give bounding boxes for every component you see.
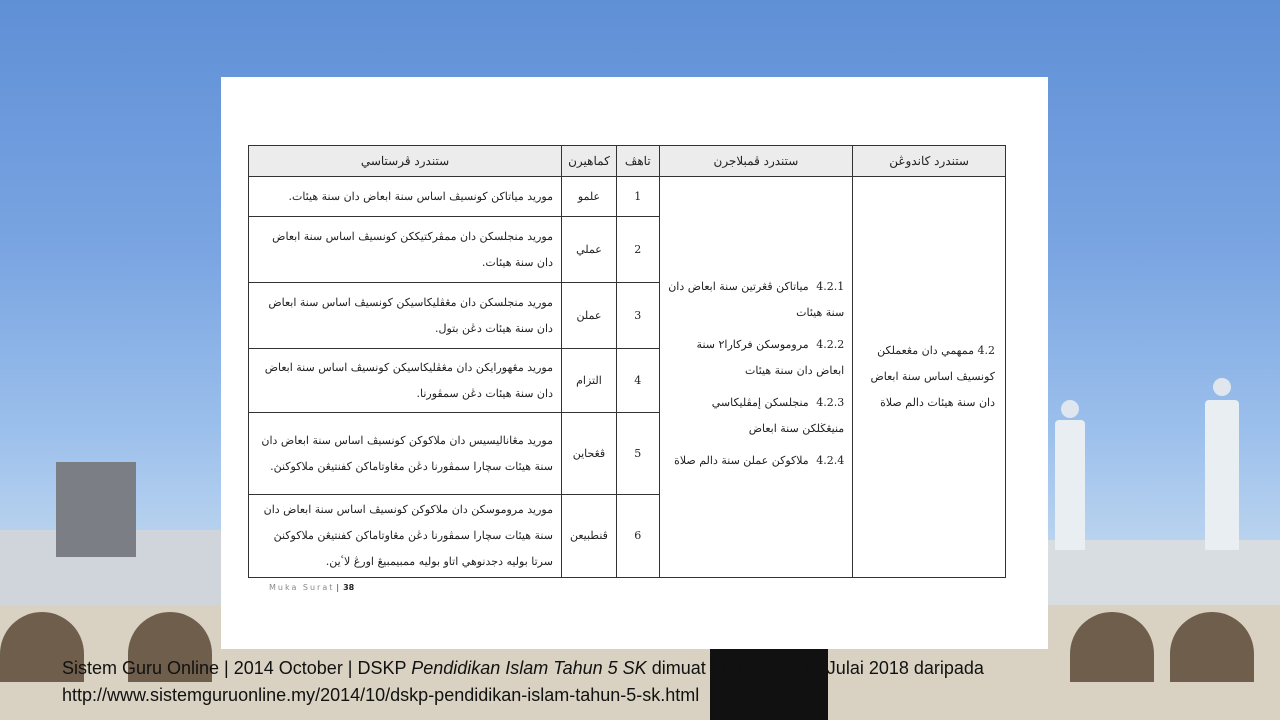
content-standard-cell: 4.2 ممهمي دان مڠعملكن كونسيڤ اساس سنة ابعاض دان سنة هيئات دالم صلاة — [853, 177, 1006, 578]
document-image — [221, 77, 1048, 649]
level-cell: 3 — [616, 283, 659, 349]
performance-desc-cell: موريد مڠاناليسيس دان ملاكوكن كونسيڤ اساس سنة ابعاض دان سنة هيئات سچارا سمڤورنا دڠن مڠاوتاماكن كفنتيڠن ملاكوكنڽ. — [249, 413, 562, 495]
mastery-cell: ڤڠحاين — [561, 413, 616, 495]
page-number-footer: Muka Surat | 38 — [269, 583, 355, 592]
mastery-cell: ڤنطبيعن — [561, 495, 616, 578]
learning-standard-item: 4.2.3 منجلسكن إمڤليكاسي منيڠڬلكن سنة ابعاض — [711, 396, 845, 435]
table-header-row — [249, 146, 1006, 177]
clock-tower-building — [56, 462, 136, 557]
caption-title: Pendidikan Islam Tahun 5 SK — [411, 658, 647, 678]
mastery-cell: عملي — [561, 217, 616, 283]
header-learning-standard: ستندرد ڤمبلاجرن — [659, 146, 853, 177]
caption-line-1 — [62, 655, 1222, 682]
header-level: تاهڤ — [616, 146, 659, 177]
level-cell: 1 — [616, 177, 659, 217]
level-cell: 5 — [616, 413, 659, 495]
mastery-cell: عملن — [561, 283, 616, 349]
page-number: 38 — [343, 583, 355, 592]
source-caption — [62, 655, 1222, 709]
level-cell: 2 — [616, 217, 659, 283]
caption-text: Sistem Guru Online | 2014 October | DSKP — [62, 658, 412, 678]
minaret — [1055, 420, 1085, 550]
performance-desc-cell: موريد مروموسكن دان ملاكوكن كونسيڤ اساس سنة ابعاض دان سنة هيئات سچارا سمڤورنا دڠن مڠاوتاماكن كفنتيڠن ملاكوكنڽ سرتا بوليه دجدنوهي اتاو بوليه ممبيمبيڠ اورڠ لاٴين. — [249, 495, 562, 578]
learning-standard-item: 4.2.4 ملاكوكن عملن سنة دالم صلاة — [674, 454, 845, 467]
level-cell: 6 — [616, 495, 659, 578]
learning-standard-cell — [659, 177, 853, 578]
header-performance-standard: ستندرد ڤرستاسي — [249, 146, 562, 177]
learning-standard-item: 4.2.1 مياتاكن ڤڠرتين سنة ابعاض دان سنة هيئات — [668, 280, 845, 319]
header-content-standard: ستندرد كاندوڠن — [853, 146, 1006, 177]
minaret-dome — [1213, 378, 1231, 396]
caption-text: dimuat turun pada 17 Julai 2018 daripada — [646, 658, 984, 678]
performance-desc-cell: موريد منجلسكن دان ممڤركتيككن كونسيڤ اساس سنة ابعاض دان سنة هيئات. — [249, 217, 562, 283]
header-mastery: كماهيرن — [561, 146, 616, 177]
performance-desc-cell: موريد مياتاكن كونسيڤ اساس سنة ابعاض دان سنة هيئات. — [249, 177, 562, 217]
minaret — [1205, 400, 1239, 550]
learning-standard-item: 4.2.2 مروموسكن فركارا٢ سنة ابعاض دان سنة هيئات — [696, 338, 845, 377]
mastery-cell: التزام — [561, 349, 616, 413]
page-label: Muka Surat — [269, 583, 335, 592]
level-cell: 4 — [616, 349, 659, 413]
minaret-dome — [1061, 400, 1079, 418]
table-row — [249, 177, 1006, 217]
performance-desc-cell: موريد منجلسكن دان مڠڤليكاسيكن كونسيڤ اساس سنة ابعاض دان سنة هيئات دڠن بتول. — [249, 283, 562, 349]
caption-url[interactable]: http://www.sistemguruonline.my/2014/10/dskp-pendidikan-islam-tahun-5-sk.html — [62, 685, 700, 705]
performance-desc-cell: موريد مڠهورايكن دان مڠڤليكاسيكن كونسيڤ اساس سنة ابعاض دان سنة هيئات دڠن سمڤورنا. — [249, 349, 562, 413]
mastery-cell: علمو — [561, 177, 616, 217]
standards-table — [248, 145, 1006, 578]
